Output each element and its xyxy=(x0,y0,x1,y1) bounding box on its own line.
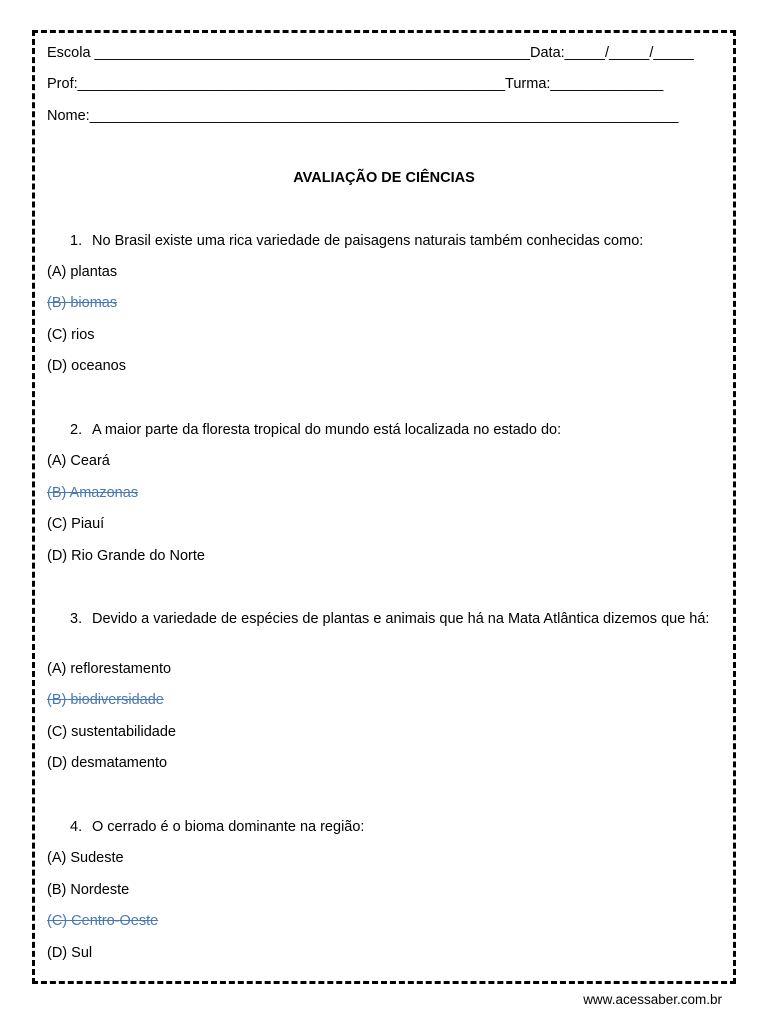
nome-line: Nome:_________________________________________________________________________ xyxy=(47,108,679,124)
option-4b: (B) Nordeste xyxy=(47,882,130,898)
option-1a: (A) plantas xyxy=(47,264,118,280)
option-3a: (A) reflorestamento xyxy=(47,661,172,677)
option-4c-marked-answer: (C) Centro-Oeste xyxy=(47,913,159,929)
option-3d: (D) desmatamento xyxy=(47,755,168,771)
option-2b-marked-answer: (B) Amazonas xyxy=(47,485,139,501)
option-4d: (D) Sul xyxy=(47,945,93,961)
question-1 xyxy=(70,232,710,251)
prof-turma-line: Prof:_____________________________________________________Turma:______________ xyxy=(47,76,664,92)
question-number: 3. xyxy=(70,611,83,627)
option-1c: (C) rios xyxy=(47,327,95,343)
question-text: O cerrado é o bioma dominante na região: xyxy=(92,819,365,835)
question-text: A maior parte da floresta tropical do mundo está localizada no estado do: xyxy=(92,422,562,438)
option-2a: (A) Ceará xyxy=(47,453,110,469)
question-text: No Brasil existe uma rica variedade de paisagens naturais também conhecidas como: xyxy=(92,233,644,249)
question-3 xyxy=(70,610,710,629)
question-2 xyxy=(70,421,710,440)
question-4 xyxy=(70,818,710,837)
option-3b-marked-answer: (B) biodiversidade xyxy=(47,692,164,708)
option-2d: (D) Rio Grande do Norte xyxy=(47,548,205,564)
question-number: 2. xyxy=(70,422,83,438)
option-1d: (D) oceanos xyxy=(47,358,126,374)
option-4a: (A) Sudeste xyxy=(47,850,124,866)
option-2c: (C) Piauí xyxy=(47,516,105,532)
question-text: Devido a variedade de espécies de plantas e animais que há na Mata Atlântica dizemos que há: xyxy=(92,611,710,627)
escola-data-line: Escola ______________________________________________________Data:_____/_____/_____ xyxy=(47,45,694,61)
option-1b-marked-answer: (B) biomas xyxy=(47,295,118,311)
question-number: 4. xyxy=(70,819,83,835)
option-3c: (C) sustentabilidade xyxy=(47,724,176,740)
page-title: AVALIAÇÃO DE CIÊNCIAS xyxy=(293,170,475,186)
question-number: 1. xyxy=(70,233,83,249)
footer-website: www.acessaber.com.br xyxy=(583,992,722,1007)
